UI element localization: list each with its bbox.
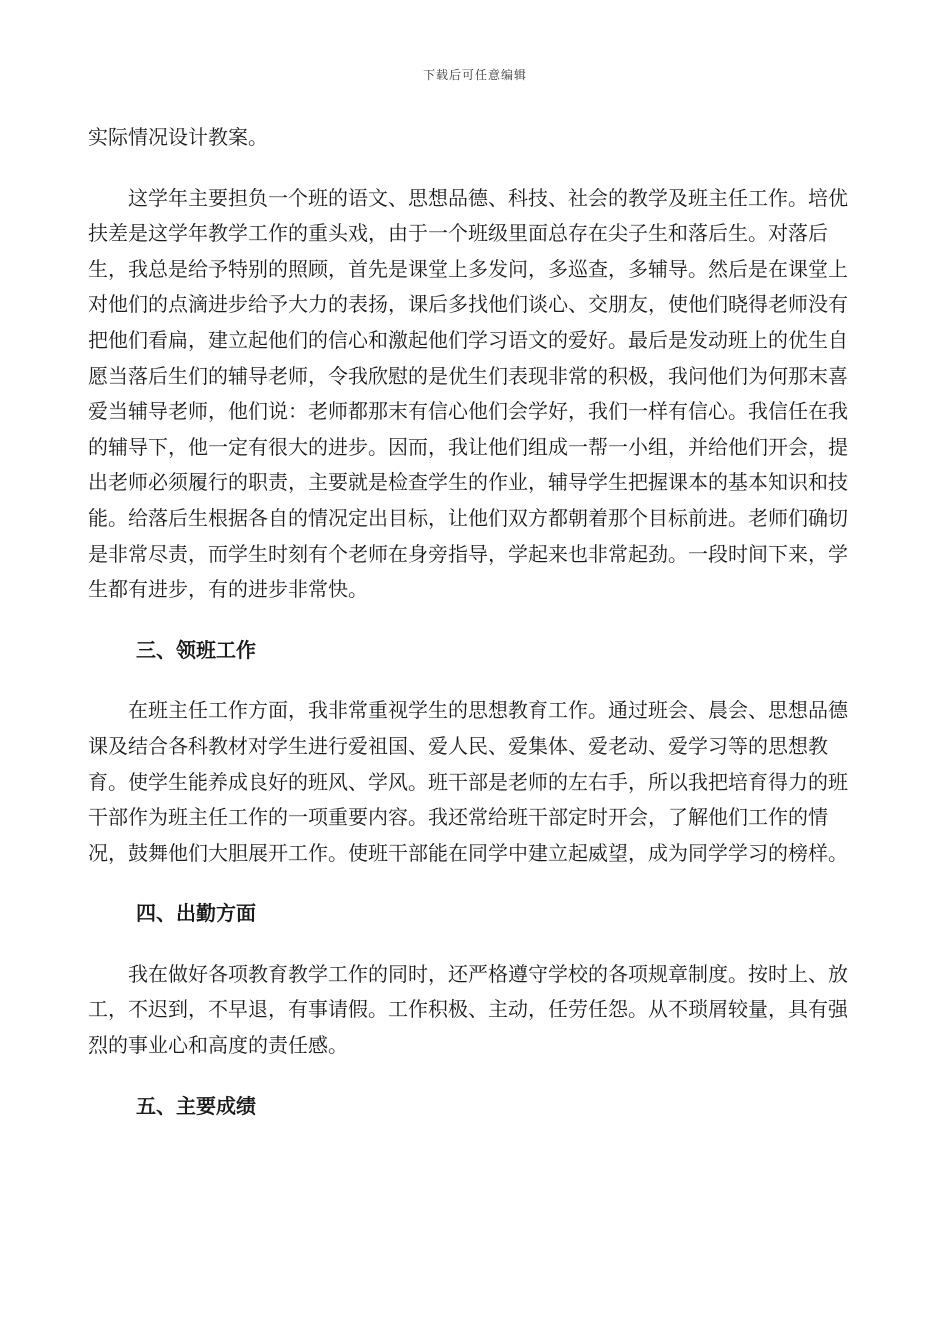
intro-line: 实际情况设计教案。: [88, 125, 268, 149]
document-body: [88, 120, 860, 1149]
paragraph-attendance: 我在做好各项教育教学工作的同时，还严格遵守学校的各项规章制度。按时上、放工，不迟到，不早退，有事请假。工作积极、主动，任劳任怨。从不琐屑较量，具有强烈的事业心和高度的责任感。: [88, 961, 848, 1058]
paragraph-class-work: 在班主任工作方面，我非常重视学生的思想教育工作。通过班会、晨会、思想品德课及结合各科教材对学生进行爱祖国、爱人民、爱集体、爱老动、爱学习等的思想教育。使学生能养成良好的班风、学风。班干部是老师的左右手，所以我把培育得力的班干部作为班主任工作的一项重要内容。我还常给班干部定时开会，了解他们工作的情况，鼓舞他们大胆展开工作。使班干部能在同学中建立起威望，成为同学学习的榜样。: [88, 698, 848, 865]
paragraph-teaching: 这学年主要担负一个班的语文、思想品德、科技、社会的教学及班主任工作。培优扶差是这学年教学工作的重头戏，由于一个班级里面总存在尖子生和落后生。对落后生，我总是给予特别的照顾，首先是课堂上多发问，多巡查，多辅导。然后是在课堂上对他们的点滴进步给予大力的表扬，课后多找他们谈心、交朋友，使他们晓得老师没有把他们看扁，建立起他们的信心和激起他们学习语文的爱好。最后是发动班上的优生自愿当落后生们的辅导老师，令我欣慰的是优生们表现非常的积极，我问他们为何那末喜爱当辅导老师，他们说：老师都那末有信心他们会学好，我们一样有信心。我信任在我的辅导下，他一定有很大的进步。因而，我让他们组成一帮一小组，并给他们开会，提出老师必须履行的职责，主要就是检查学生的作业，辅导学生把握课本的基本知识和技能。给落后生根据各自的情况定出目标，让他们双方都朝着那个目标前进。老师们确切是非常尽责，而学生时刻有个老师在身旁指导，学起来也非常起劲。一段时间下来，学生都有进步，有的进步非常快。: [88, 185, 848, 602]
section-heading-attendance: 四、出勤方面: [136, 901, 256, 926]
page-header: 下载后可任意编辑: [422, 68, 527, 82]
section-heading-class-work: 三、领班工作: [136, 637, 256, 662]
section-heading-achievements: 五、主要成绩: [136, 1093, 256, 1118]
